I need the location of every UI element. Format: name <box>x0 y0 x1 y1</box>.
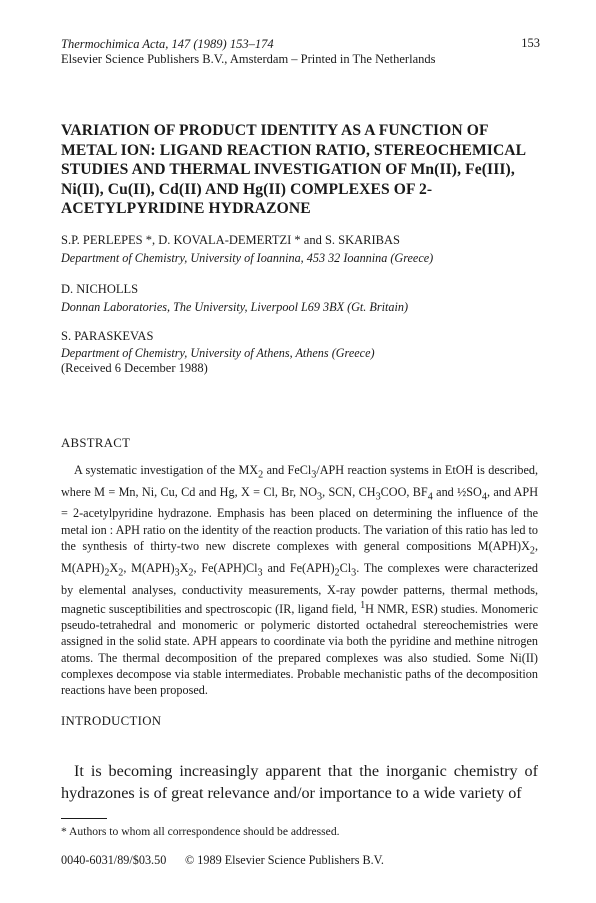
author-group-2: D. NICHOLLS <box>61 282 139 296</box>
introduction-text: It is becoming increasingly apparent that the inorganic chemistry of hydrazones is of great relevance and/or importance to a wide variety of <box>61 762 538 802</box>
issn-code: 0040-6031/89/$03.50 <box>61 853 167 867</box>
author-group-1: S.P. PERLEPES *, D. KOVALA-DEMERTZI * and S. SKARIBAS <box>61 233 400 247</box>
footnote-rule <box>61 818 107 819</box>
author-group-3: S. PARASKEVAS <box>61 329 154 343</box>
publisher-line: Elsevier Science Publishers B.V., Amsterdam – Printed in The Netherlands <box>61 52 436 66</box>
received-date: (Received 6 December 1988) <box>61 361 208 375</box>
introduction-heading: INTRODUCTION <box>61 714 162 728</box>
affiliation-3: Department of Chemistry, University of Athens, Athens (Greece) <box>61 346 375 360</box>
abstract-text: A systematic investigation of the $MX_2$ and FeCl$_3$/APH reaction systems in EtOH is described, where M = Mn, Ni, Cu, Cd and Hg, X = Cl, Br, $NO_3$, SCN, $CH_3COO$, $BF_4$ and $\frac{1}{2}SO_4$, and APH = 2-acetylpyridine hydrazone. Emphasis has been placed on determining the influence of the metal ion : APH ratio on the identity of the reaction products. The variation of this ratio has led to the synthesis of thirty-two new discrete complexes with general compositions $M(APH)X_2$, $M(APH)_2X_2$, $M(APH)_3X_2$, $Fe(APH)Cl_3$ and $Fe(APH)_2Cl_3$. The complexes were characterized by elemental analyses, conductivity measurements, X-ray powder patterns, thermal methods, magnetic susceptibilities and spectroscopic (IR, ligand field, $^1$H NMR, ESR) studies. Monomeric pseudo-tetrahedral and monomeric or polymeric distorted octahedral stereochemistries were assigned in the solid state. APH appears to coordinate via both the pyridine and methine nitrogen atoms. The thermal decomposition of the prepared complexes was also studied. Some Ni(II) complexes decompose via stable intermediates. Probable mechanistic paths of the decomposition reactions have been proposed. <box>61 463 539 698</box>
affiliation-2: Donnan Laboratories, The University, Liverpool L69 3BX (Gt. Britain) <box>61 300 408 314</box>
article-title: VARIATION OF PRODUCT IDENTITY AS A FUNCTION OF METAL ION: LIGAND REACTION RATIO, STEREOCHEMICAL STUDIES AND THERMAL INVESTIGATION OF Mn(II), Fe(III), Ni(II), Cu(II), Cd(II) AND Hg(II) COMPLEXES OF 2-ACETYLPYRIDINE HYDRAZONE <box>61 122 526 218</box>
correspondence-footnote: * Authors to whom all correspondence should be addressed. <box>61 825 340 838</box>
journal-citation: Thermochimica Acta, 147 (1989) 153–174 <box>61 37 274 51</box>
page-number: 153 <box>521 36 540 50</box>
copyright-notice: © 1989 Elsevier Science Publishers B.V. <box>185 853 384 867</box>
affiliation-1: Department of Chemistry, University of Ioannina, 453 32 Ioannina (Greece) <box>61 251 434 265</box>
abstract-heading: ABSTRACT <box>61 436 131 450</box>
